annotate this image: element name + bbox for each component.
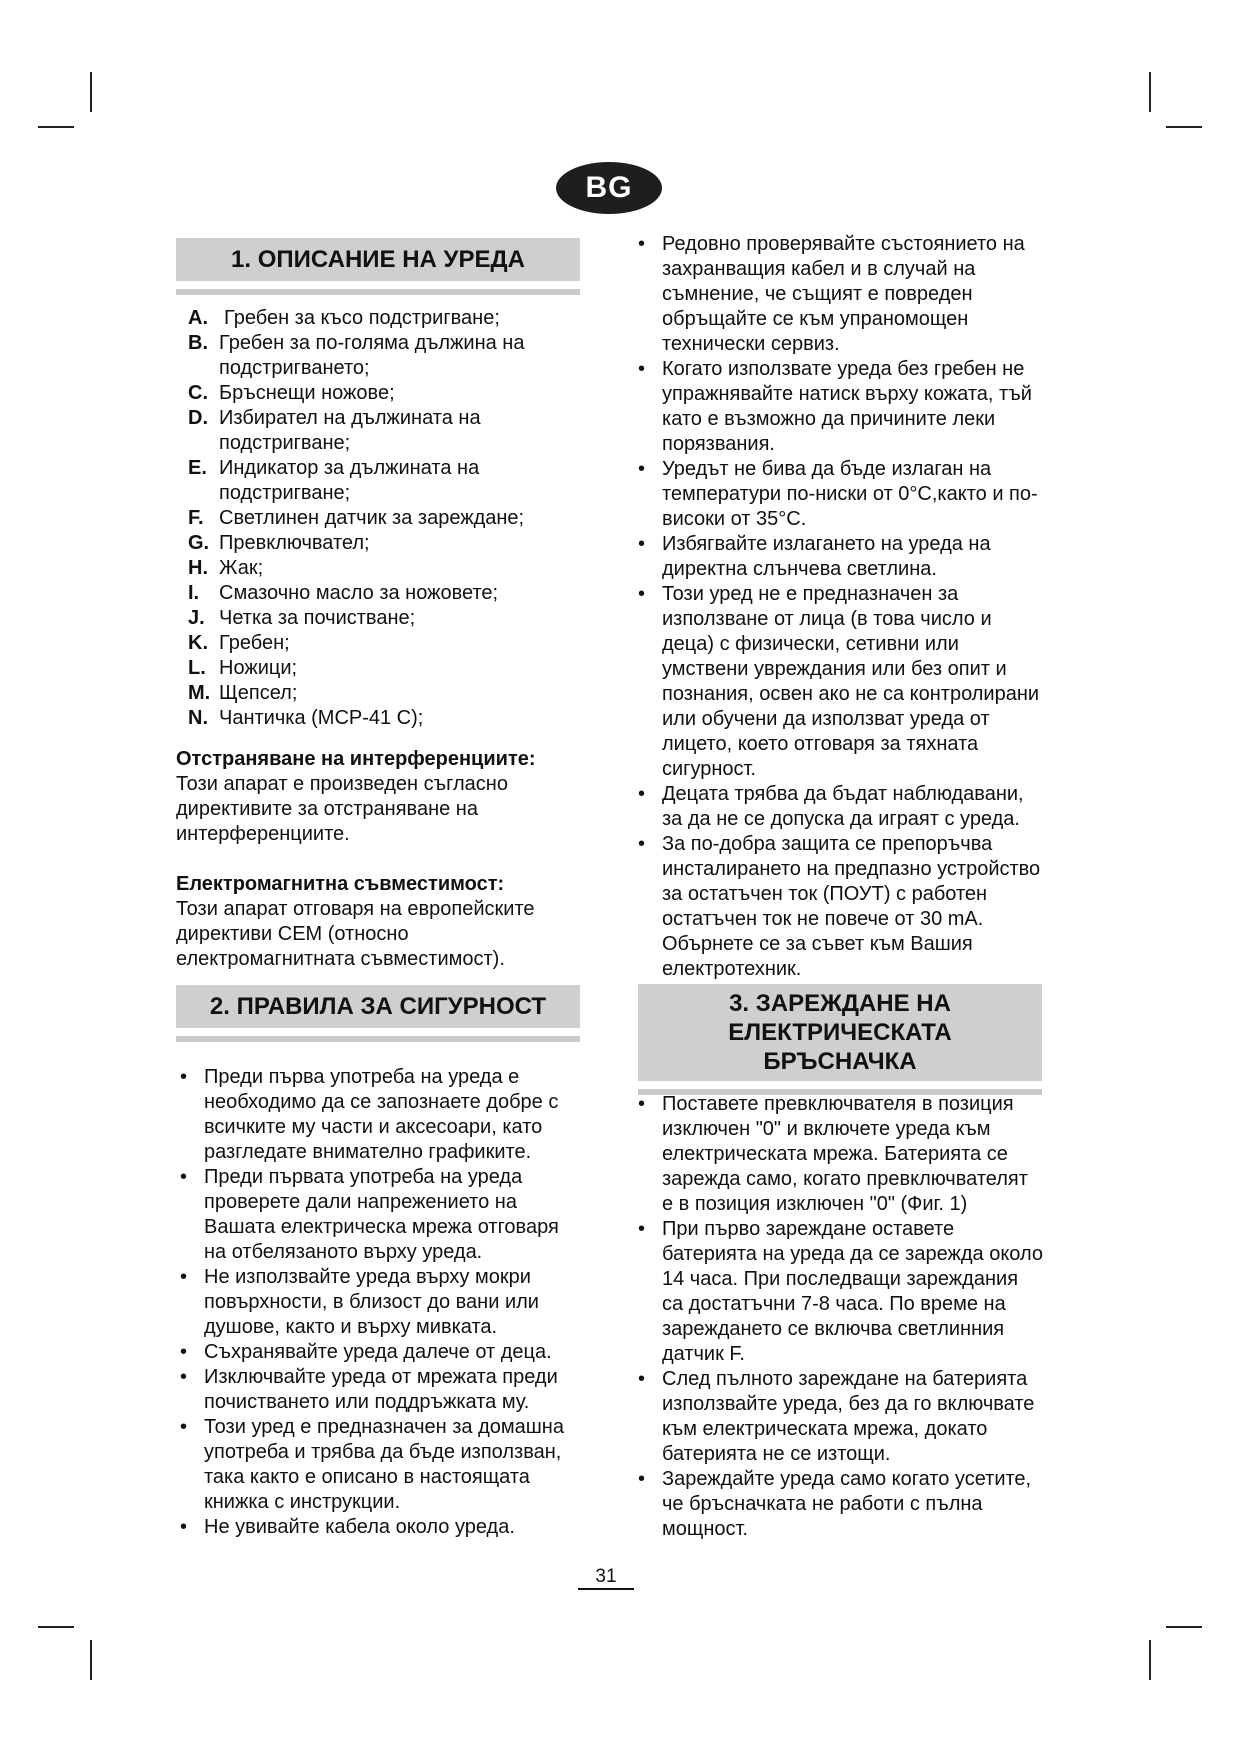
parts-list-key: D. bbox=[188, 407, 208, 429]
safety-rule-item: • Преди първата употреба на уреда проверете дали напрежението на Вашата електрическа мрежа отговаря на отбелязаното върху уреда. bbox=[176, 1165, 582, 1265]
safety-rule-item: • Избягвайте излагането на уреда на директна слънчева светлина. bbox=[634, 532, 1044, 582]
emc-title: Електромагнитна съвместимост: bbox=[176, 873, 505, 895]
parts-list-key: M. bbox=[188, 682, 211, 704]
section1-title: 1. ОПИСАНИЕ НА УРЕДА bbox=[176, 238, 580, 281]
parts-list-text: Превключвател; bbox=[219, 532, 370, 554]
crop-mark bbox=[38, 1626, 74, 1628]
parts-list-item bbox=[176, 681, 582, 706]
safety-rules-list bbox=[176, 1065, 582, 1540]
page-number: 31 bbox=[578, 1566, 634, 1590]
charging-item: • След пълното зареждане на батерията използвайте уреда, без да го включвате към електрическата мрежа, докато батерията не се изтощи. bbox=[634, 1367, 1044, 1467]
safety-rule-item: • Когато използвате уреда без гребен не упражнявайте натиск върху кожата, тъй като е възможно да причините леки порязвания. bbox=[634, 357, 1044, 457]
parts-list-key: H. bbox=[188, 557, 208, 579]
crop-mark bbox=[90, 72, 92, 112]
parts-list-text: Бръснещи ножове; bbox=[219, 382, 395, 404]
parts-list-key: K. bbox=[188, 632, 208, 654]
parts-list-key: J. bbox=[188, 607, 205, 629]
section3-title bbox=[638, 984, 1042, 1081]
parts-list-item bbox=[176, 306, 582, 331]
interference-paragraph bbox=[176, 747, 582, 847]
section2-body bbox=[176, 1065, 582, 1540]
section1-heading bbox=[176, 238, 580, 295]
language-badge: BG bbox=[556, 162, 662, 214]
parts-list-item bbox=[176, 631, 582, 656]
parts-list bbox=[176, 306, 582, 731]
parts-list-item bbox=[176, 556, 582, 581]
parts-list-item bbox=[176, 656, 582, 681]
section1-body bbox=[176, 306, 582, 972]
crop-mark bbox=[1149, 1640, 1151, 1680]
parts-list-text: Четка за почистване; bbox=[219, 607, 416, 629]
parts-list-item bbox=[176, 506, 582, 531]
safety-rule-item: • Изключвайте уреда от мрежата преди почистването или поддръжката му. bbox=[176, 1365, 582, 1415]
parts-list-key: G. bbox=[188, 532, 210, 554]
safety-rule-item: • Този уред е предназначен за домашна употреба и трябва да бъде използван, така както е описано в настоящата книжка с инструкции. bbox=[176, 1415, 582, 1515]
heading-underline bbox=[176, 289, 580, 295]
parts-list-text: Индикатор за дължината на подстригване; bbox=[219, 457, 480, 504]
charging-item: • Поставете превключвателя в позиция изключен "0" и включете уреда към електрическата мрежа. Батерията се зарежда само, когато превключвателят е в позиция изключен "0" (Фиг. 1) bbox=[634, 1092, 1044, 1217]
parts-list-item bbox=[176, 331, 582, 381]
section2-heading bbox=[176, 985, 580, 1042]
parts-list-key: A. bbox=[188, 307, 208, 329]
parts-list-item bbox=[176, 581, 582, 606]
safety-rule-item: • За по-добра защита се препоръчва инсталирането на предпазно устройство за остатъчен ток (ПОУТ) с работен остатъчен ток не повече от 30 mA. Обърнете се за съвет към Вашия електротехник. bbox=[634, 832, 1044, 982]
parts-list-text: Ножици; bbox=[219, 657, 298, 679]
charging-list bbox=[634, 1092, 1044, 1542]
safety-rule-item: • Не използвайте уреда върху мокри повърхности, в близост до вани или душове, както и върху мивката. bbox=[176, 1265, 582, 1340]
parts-list-text: Чантичка (MCP-41 C); bbox=[219, 707, 424, 729]
parts-list-key: B. bbox=[188, 332, 208, 354]
parts-list-text: Избирател на дължината на подстригване; bbox=[219, 407, 481, 454]
section2-continued bbox=[634, 232, 1044, 982]
safety-rule-item: • Уредът не бива да бъде излаган на температури по-ниски от 0°C,както и по-високи от 35°C. bbox=[634, 457, 1044, 532]
safety-rule-item: • Съхранявайте уреда далече от деца. bbox=[176, 1340, 582, 1365]
emc-text: Този апарат отговаря на европейските директиви CEM (относно електромагнитната съвместимост). bbox=[176, 898, 535, 970]
safety-rules-list-continued bbox=[634, 232, 1044, 982]
parts-list-key: C. bbox=[188, 382, 208, 404]
parts-list-item bbox=[176, 706, 582, 731]
parts-list-key: N. bbox=[188, 707, 208, 729]
parts-list-text: Смазочно масло за ножовете; bbox=[219, 582, 499, 604]
crop-mark bbox=[38, 126, 74, 128]
section3-title-line1: 3. ЗАРЕЖДАНЕ НА ЕЛЕКТРИЧЕСКАТА bbox=[728, 990, 952, 1046]
parts-list-key: E. bbox=[188, 457, 207, 479]
parts-list-key: L. bbox=[188, 657, 206, 679]
parts-list-item bbox=[176, 606, 582, 631]
crop-mark bbox=[1166, 1626, 1202, 1628]
charging-item: • Зареждайте уреда само когато усетите, че бръсначката не работи с пълна мощност. bbox=[634, 1467, 1044, 1542]
section2-title: 2. ПРАВИЛА ЗА СИГУРНОСТ bbox=[176, 985, 580, 1028]
parts-list-item bbox=[176, 531, 582, 556]
parts-list-text: Светлинен датчик за зареждане; bbox=[219, 507, 525, 529]
safety-rule-item: • Този уред не е предназначен за използване от лица (в това число и деца) с физически, сетивни или умствени увреждания или без опит и познания, освен ако не са контролирани или обучени да използват уреда от лицето, което отговаря за тяхната сигурност. bbox=[634, 582, 1044, 782]
crop-mark bbox=[90, 1640, 92, 1680]
charging-item: • При първо зареждане оставете батерията на уреда да се зарежда около 14 часа. При последващи зареждания са достатъчни 7-8 часа. По време на зареждането се включва светлинния датчик F. bbox=[634, 1217, 1044, 1367]
section3-title-line2: БРЪСНАЧКА bbox=[763, 1048, 917, 1075]
parts-list-text: Гребен за късо подстригване; bbox=[224, 307, 500, 329]
parts-list-key: F. bbox=[188, 507, 204, 529]
safety-rule-item: • Редовно проверявайте състоянието на захранващия кабел и в случай на съмнение, че същият е повреден обръщайте се към упраномощен технически сервиз. bbox=[634, 232, 1044, 357]
interference-title: Отстраняване на интерференциите: bbox=[176, 748, 536, 770]
parts-list-text: Щепсел; bbox=[219, 682, 298, 704]
parts-list-text: Жак; bbox=[219, 557, 264, 579]
safety-rule-item: • Децата трябва да бъдат наблюдавани, за да не се допуска да играят с уреда. bbox=[634, 782, 1044, 832]
crop-mark bbox=[1166, 126, 1202, 128]
parts-list-text: Гребен; bbox=[219, 632, 290, 654]
heading-underline bbox=[176, 1036, 580, 1042]
parts-list-item bbox=[176, 406, 582, 456]
parts-list-item bbox=[176, 456, 582, 506]
parts-list-key: I. bbox=[188, 582, 200, 604]
safety-rule-item: • Не увивайте кабела около уреда. bbox=[176, 1515, 582, 1540]
section3-heading bbox=[638, 984, 1042, 1095]
interference-text: Този апарат е произведен съгласно директивите за отстраняване на интерференциите. bbox=[176, 773, 508, 845]
crop-mark bbox=[1149, 72, 1151, 112]
parts-list-item bbox=[176, 381, 582, 406]
safety-rule-item: • Преди първа употреба на уреда е необходимо да се запознаете добре с всичките му части и аксесоари, като разгледате внимателно графиките. bbox=[176, 1065, 582, 1165]
section3-body bbox=[634, 1092, 1044, 1542]
parts-list-text: Гребен за по-голяма дължина на подстригването; bbox=[219, 332, 525, 379]
